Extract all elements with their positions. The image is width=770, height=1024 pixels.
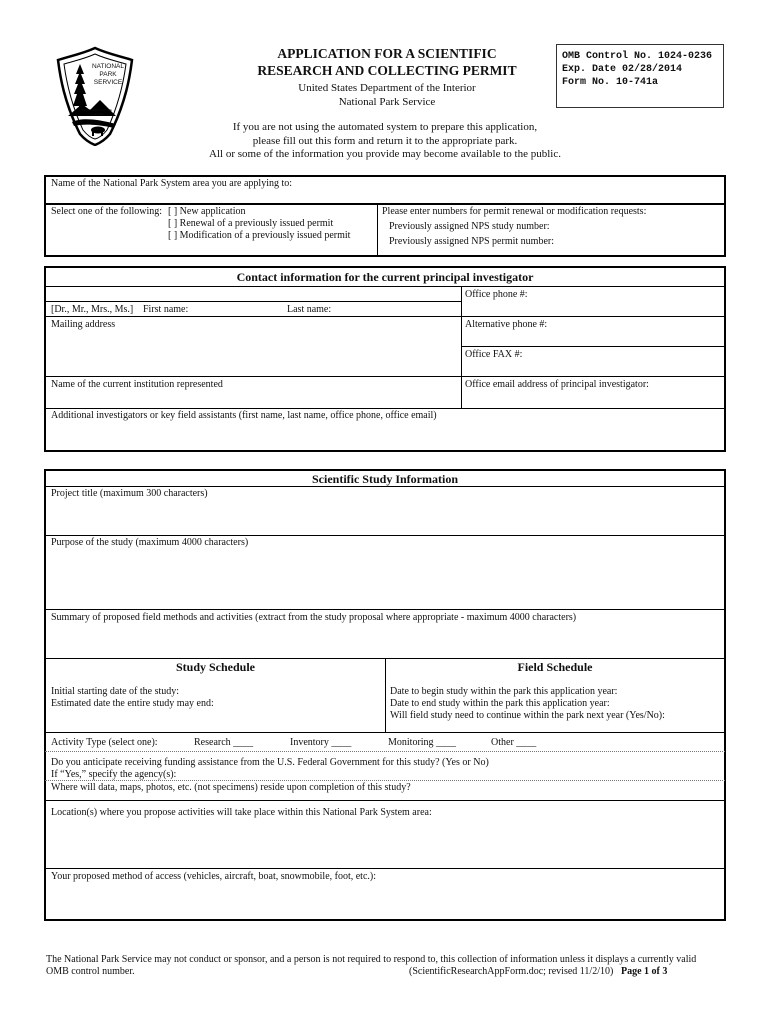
summary-field[interactable] [48,625,722,657]
first-name-label: First name: [143,304,189,315]
activity-inventory-option[interactable]: Inventory ____ [290,737,352,748]
activity-other-option[interactable]: Other ____ [491,737,537,748]
field-begin-field[interactable] [618,684,722,696]
activity-research-option[interactable]: Research ____ [194,737,254,748]
logo-subtext: DEPARTMENT OF THE INTERIOR [82,108,112,116]
modification-checkbox[interactable]: [ ] Modification of a previously issued permit [168,230,351,241]
access-method-field[interactable] [48,884,722,918]
study-schedule-title: Study Schedule [175,660,256,674]
footer-disclaimer: The National Park Service may not conduct or sponsor, and a person is not required to respond to, this collection of information unless it displays a currently valid [46,954,697,965]
first-name-field[interactable] [192,302,282,315]
field-schedule-title: Field Schedule [517,660,593,674]
last-name-field[interactable] [332,302,458,315]
omb-control-number: OMB Control No. 1024-0236 [562,51,713,62]
data-location-field[interactable] [408,781,722,795]
field-end-label: Date to end study within the park this application year: [390,698,610,709]
institution-label: Name of the current institution represented [51,379,223,390]
permit-number-field[interactable] [556,234,722,246]
office-fax-field[interactable] [525,347,722,361]
park-area-label: Name of the National Park System area you are applying to: [51,178,293,189]
mailing-address-label: Mailing address [51,319,116,330]
study-number-label: Previously assigned NPS study number: [389,221,550,232]
office-phone-field[interactable] [530,287,722,301]
new-application-checkbox[interactable]: [ ] New application [168,206,246,217]
funding-field[interactable] [496,755,722,767]
alternative-phone-field[interactable] [550,317,722,331]
end-date-field[interactable] [215,696,382,708]
intro-text: If you are not using the automated system to prepare this application, please fill out this form and return it to the appropriate park. All or some of the information you provide may become available to the public. [209,121,561,160]
footer-filename: (ScientificResearchAppForm.doc; revised 11/2/10) [409,966,614,977]
omb-box [556,44,724,108]
page-number: Page 1 of 3 [621,966,668,977]
funding-agency-label: If “Yes,” specify the agency(s): [51,769,177,780]
start-date-field[interactable] [182,684,382,696]
email-field[interactable] [464,391,722,407]
office-phone-label: Office phone #: [465,289,528,300]
purpose-label: Purpose of the study (maximum 4000 characters) [51,537,249,548]
renewal-note: Please enter numbers for permit renewal or modification requests: [382,206,647,217]
field-begin-label: Date to begin study within the park this application year: [390,686,618,697]
additional-investigators-label: Additional investigators or key field assistants (first name, last name, office phone, office email) [51,410,437,421]
salutation-label: [Dr., Mr., Mrs., Ms.] [51,304,134,315]
funding-label: Do you anticipate receiving funding assistance from the U.S. Federal Government for this study? (Yes or No) [51,757,489,768]
field-continue-field[interactable] [668,708,722,720]
field-end-field[interactable] [612,696,722,708]
project-title-label: Project title (maximum 300 characters) [51,488,208,499]
study-section-title: Scientific Study Information [311,472,458,486]
alternative-phone-label: Alternative phone #: [465,319,548,330]
activity-type-label: Activity Type (select one): [51,737,158,748]
email-label: Office email address of principal investigator: [465,379,649,390]
summary-label: Summary of proposed field methods and activities (extract from the study proposal where appropriate - maximum 4000 characters) [51,612,577,623]
start-date-label: Initial starting date of the study: [51,686,180,697]
form-title: APPLICATION FOR A SCIENTIFIC RESEARCH AND COLLECTING PERMIT [257,46,517,78]
expiration-date: Exp. Date 02/28/2014 [562,64,683,75]
logo-text: NATIONAL PARK SERVICE [91,63,125,86]
activity-monitoring-option[interactable]: Monitoring ____ [388,737,457,748]
additional-investigators-field[interactable] [48,423,722,449]
permit-number-label: Previously assigned NPS permit number: [389,236,554,247]
institution-field[interactable] [48,391,458,407]
study-number-field[interactable] [556,219,722,231]
locations-field[interactable] [48,820,722,866]
mailing-address-field[interactable] [48,331,458,375]
form-number: Form No. 10-741a [562,77,659,88]
purpose-field[interactable] [48,550,722,608]
locations-label: Location(s) where you propose activities will take place within this National Park System area: [51,807,432,818]
footer-omb-note: OMB control number. [46,966,135,977]
renewal-checkbox[interactable]: [ ] Renewal of a previously issued permit [168,218,334,229]
contact-section-title: Contact information for the current principal investigator [236,270,534,284]
funding-agency-field[interactable] [180,767,722,779]
access-method-label: Your proposed method of access (vehicles, aircraft, boat, snowmobile, foot, etc.): [51,871,377,882]
department-name: United States Department of the Interior National Park Service [298,82,476,108]
office-fax-label: Office FAX #: [465,349,523,360]
select-one-label: Select one of the following: [51,206,163,217]
data-location-label: Where will data, maps, photos, etc. (not specimens) reside upon completion of this study? [51,782,411,793]
project-title-field[interactable] [48,501,722,533]
field-continue-label: Will field study need to continue within the park next year (Yes/No): [390,710,665,721]
last-name-label: Last name: [287,304,332,315]
park-area-field[interactable] [48,190,724,202]
end-date-label: Estimated date the entire study may end: [51,698,214,709]
